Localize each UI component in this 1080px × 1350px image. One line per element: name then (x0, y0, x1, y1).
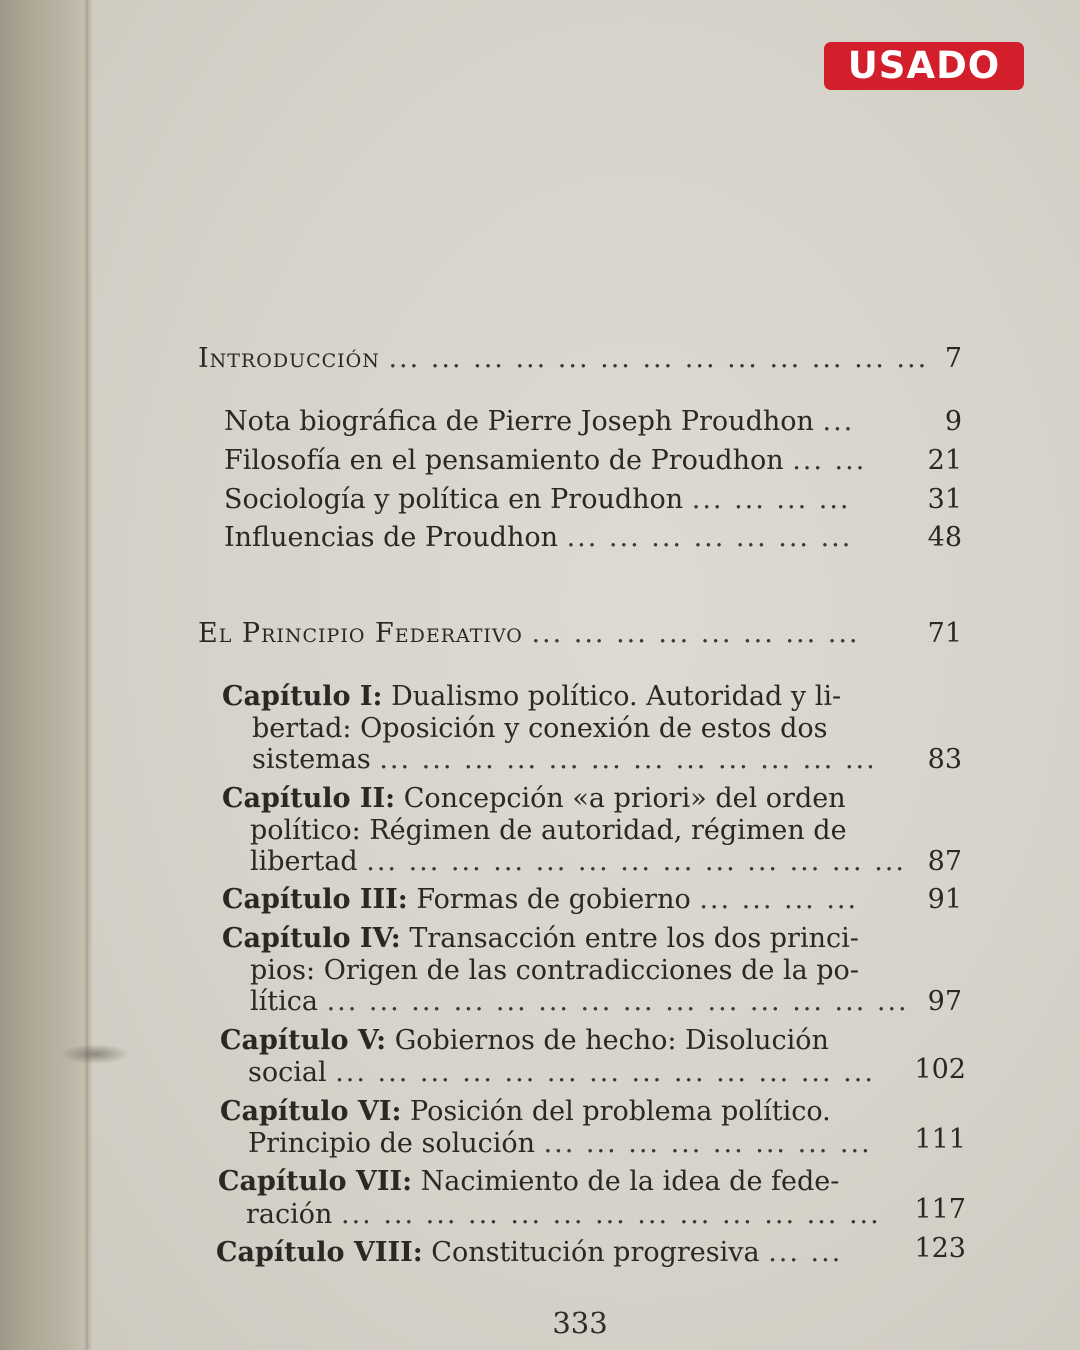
chapter-continuation (252, 744, 877, 776)
page-number: 123 (914, 1233, 966, 1264)
toc-entry (224, 522, 852, 554)
chapter-title-line: ración (246, 1199, 333, 1230)
folio-page-number: 333 (552, 1306, 608, 1340)
chapter-entry (220, 1025, 829, 1057)
dot-leader: ... ... ... ... (691, 484, 851, 515)
page-number: 48 (927, 522, 962, 553)
page-number: 31 (927, 484, 962, 515)
dot-leader: ... ... ... ... ... ... ... ... ... ... ... ... ... ... (326, 986, 909, 1017)
chapter-title-line: Principio de solución (248, 1128, 535, 1159)
toc-section-introduccion (198, 343, 928, 375)
chapter-label: Capítulo I: (222, 681, 383, 712)
dot-leader: ... (822, 406, 855, 437)
chapter-label: Capítulo V: (220, 1025, 387, 1056)
dot-leader: ... ... ... ... ... ... ... ... ... ... ... ... (379, 744, 877, 775)
dot-leader: ... ... ... ... ... ... ... (566, 522, 853, 553)
chapter-title-line: Gobiernos de hecho: Disolución (394, 1025, 829, 1056)
chapter-title-line: Dualismo político. Autoridad y li- (391, 681, 842, 712)
chapter-title-line: Concepción «a priori» del orden (403, 783, 846, 814)
page-number: 91 (927, 884, 962, 915)
chapter-continuation (246, 1199, 881, 1231)
toc-entry (224, 445, 866, 477)
chapter-title-line: Posición del problema político. (410, 1096, 831, 1127)
chapter-continuation (248, 1057, 875, 1089)
chapter-label: Capítulo VII: (218, 1166, 413, 1197)
chapter-continuation (250, 986, 909, 1018)
chapter-title-line: político: Régimen de autoridad, régimen de (250, 815, 847, 846)
chapter-label: Capítulo II: (222, 783, 396, 814)
dot-leader: ... ... ... ... ... ... ... ... (543, 1128, 872, 1159)
page-number: 87 (927, 846, 962, 877)
chapter-entry (222, 681, 841, 713)
dot-leader: ... ... (792, 445, 867, 476)
chapter-entry (222, 923, 859, 955)
dot-leader: ... ... ... ... ... ... ... ... ... ... ... ... ... (366, 846, 906, 877)
chapter-title-line: Transacción entre los dos princi- (409, 923, 859, 954)
section-title: Introducción (198, 343, 380, 374)
toc-section-principio-federativo (198, 618, 860, 650)
chapter-entry (216, 1237, 842, 1269)
dot-leader: ... ... ... ... ... ... ... ... ... ... ... ... ... (335, 1057, 875, 1088)
page-number: 102 (914, 1054, 966, 1085)
page-number: 71 (927, 618, 962, 649)
page-number: 9 (944, 406, 962, 437)
entry-title: Sociología y política en Proudhon (224, 484, 684, 515)
page-number: 7 (944, 343, 962, 374)
chapter-title-line: libertad (250, 846, 358, 877)
dot-leader: ... ... ... ... ... ... ... ... (531, 618, 860, 649)
chapter-entry (222, 783, 846, 815)
chapter-label: Capítulo VIII: (216, 1237, 423, 1268)
chapter-continuation (248, 1128, 872, 1160)
dot-leader: ... ... ... ... ... ... ... ... ... ... ... ... ... (341, 1199, 881, 1230)
chapter-title-line: sistemas (252, 744, 371, 775)
chapter-entry (218, 1166, 839, 1198)
chapter-title-line: Nacimiento de la idea de fede- (420, 1166, 840, 1197)
page-number: 117 (914, 1194, 966, 1225)
dot-leader: ... ... ... ... (699, 884, 859, 915)
page-number: 97 (927, 986, 962, 1017)
section-title: El Principio Federativo (198, 618, 523, 649)
chapter-continuation (250, 846, 906, 878)
chapter-title-line: Constitución progresiva (431, 1237, 760, 1268)
dot-leader: ... ... ... ... ... ... ... ... ... ... ... ... ... (388, 343, 929, 374)
toc-entry (224, 484, 851, 516)
entry-title: Filosofía en el pensamiento de Proudhon (224, 445, 784, 476)
chapter-title-line: bertad: Oposición y conexión de estos dos (252, 713, 828, 744)
chapter-label: Capítulo IV: (222, 923, 401, 954)
chapter-label: Capítulo III: (222, 884, 408, 915)
page-number: 21 (927, 445, 962, 476)
entry-title: Nota biográfica de Pierre Joseph Proudhon (224, 406, 814, 437)
toc-entry (224, 406, 854, 438)
page-number: 83 (927, 744, 962, 775)
chapter-entry (220, 1096, 831, 1128)
chapter-entry (222, 884, 858, 916)
chapter-title-line: lítica (250, 986, 318, 1017)
page-number: 111 (914, 1124, 966, 1155)
chapter-title-line: social (248, 1057, 327, 1088)
chapter-label: Capítulo VI: (220, 1096, 402, 1127)
chapter-title-line: pios: Origen de las contradicciones de la po- (250, 955, 859, 986)
dot-leader: ... ... (768, 1237, 843, 1268)
chapter-title-line: Formas de gobierno (416, 884, 691, 915)
entry-title: Influencias de Proudhon (224, 522, 558, 553)
used-badge: USADO (824, 42, 1024, 90)
